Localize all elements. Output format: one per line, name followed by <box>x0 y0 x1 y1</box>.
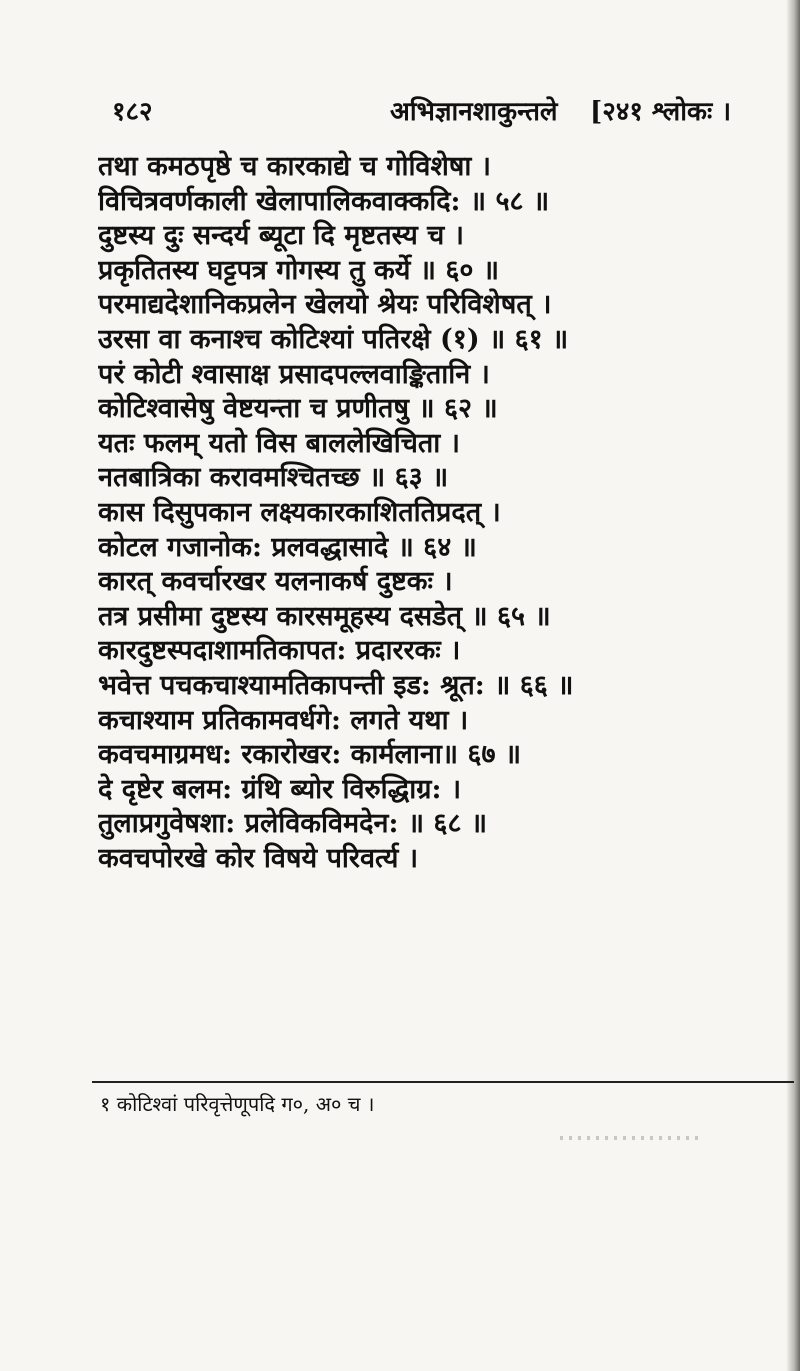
verse-line: दे दृष्टेर बलम: ग्रंथि ब्योर विरुद्धिाग्र: । <box>98 773 462 805</box>
page-header <box>0 92 780 128</box>
verse-line: विचित्रवर्णकाली खेलापालिकवाक्कदि: ॥ ५८ ॥ <box>98 185 550 217</box>
verse-line: दुष्टस्य दुः सन्दर्य ब्यूटा दि मृष्टतस्य च । <box>98 220 464 252</box>
section-reference: [२४१ श्लोकः । <box>590 97 732 127</box>
verse-line: कोटिश्वासेषु वेष्टयन्ता च प्रणीतषु ॥ ६२ ॥ <box>98 393 498 425</box>
verse-line: कवचमाग्रमध: रकारोखर: कार्मलाना॥ ६७ ॥ <box>98 739 522 771</box>
footnote: १ कोटिश्वां परिवृत्तेणूपदि ग०, अ० च । <box>100 1092 375 1116</box>
verse-line: परं कोटी श्वासाक्ष प्रसादपल्लवाङ्कितानि । <box>98 358 490 390</box>
verse-line: कारदुष्टस्पदाशामतिकापत: प्रदाररकः । <box>98 635 461 667</box>
book-binding-edge <box>786 0 800 1371</box>
verse-line: नतबात्रिका करावमश्चितच्छ ॥ ६३ ॥ <box>98 462 449 494</box>
verse-line: परमाद्यदेशानिकप्रलेन खेलयो श्रेयः परिविशेषत् । <box>98 289 552 321</box>
verse-block <box>98 150 770 876</box>
verse-line: भवेत्त पचकचाश्यामतिकापन्ती इड: श्रूत: ॥ ६६ ॥ <box>98 669 574 701</box>
verse-line: उरसा वा कनाश्च कोटिश्यां पतिरक्षे (१) ॥ ६१ ॥ <box>98 323 569 355</box>
verse-line: तुलाप्रगुवेषशा: प्रलेविकविमदेन: ॥ ६८ ॥ <box>98 808 488 840</box>
footnote-divider <box>92 1081 794 1083</box>
verse-line: कचाश्याम प्रतिकामवर्धगे: लगते यथा । <box>98 704 469 736</box>
verse-line: प्रकृतितस्य घट्टपत्र गोगस्य तु कर्ये ॥ ६० ॥ <box>98 254 500 286</box>
verse-line: कारत् कवर्चारखर यलनाकर्ष दुष्टकः । <box>98 566 453 598</box>
verse-line: तथा कमठपृष्ठे च कारकाद्ये च गोविशेषा । <box>98 151 492 182</box>
running-title: अभिज्ञानशाकुन्तले <box>390 97 558 127</box>
verse-line: तत्र प्रसीमा दुष्टस्य कारसमूहस्य दसडेत् ॥ ६५ ॥ <box>98 600 551 632</box>
verse-line: यतः फलम् यतो विस बाललेखिचिता । <box>98 427 460 459</box>
verse-line: कोटल गजानोक: प्रलवद्धासादे ॥ ६४ ॥ <box>98 531 477 563</box>
print-smudge <box>560 1136 700 1140</box>
verse-line: कास दिसुपकान लक्ष्यकारकाशिततिप्रदत् । <box>98 496 501 528</box>
verse-line: कवचपोरखे कोर विषये परिवर्त्य । <box>98 842 419 874</box>
page-number: १८२ <box>112 97 153 127</box>
